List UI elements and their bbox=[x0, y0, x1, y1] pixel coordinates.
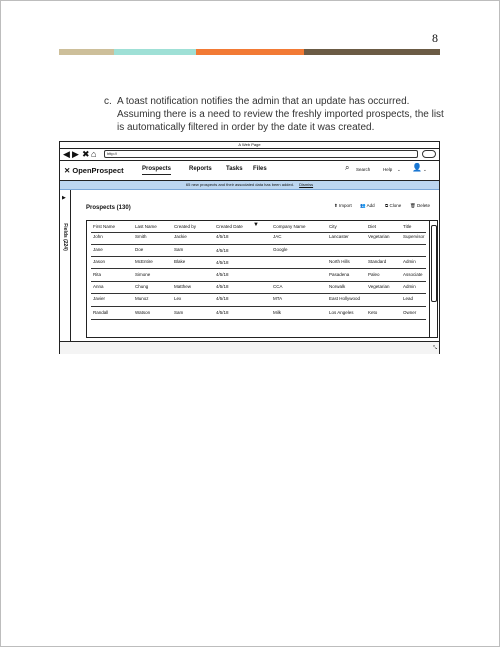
cell: 4/5/18 bbox=[216, 284, 229, 289]
color-segment-2 bbox=[114, 49, 196, 55]
help-link[interactable]: Help bbox=[383, 167, 393, 172]
app-logo: ✕ OpenProspect bbox=[64, 166, 124, 175]
search-icon[interactable]: ⌕ bbox=[345, 163, 350, 172]
cell: Admin bbox=[403, 259, 416, 264]
cell: Javier bbox=[93, 296, 106, 301]
app-header bbox=[60, 160, 439, 181]
cell: Paleo bbox=[368, 272, 380, 277]
cell: 4/5/18 bbox=[216, 296, 229, 301]
cell: Munoz bbox=[135, 296, 149, 301]
url-go-button[interactable] bbox=[422, 150, 436, 158]
cell: Matthew bbox=[174, 284, 192, 289]
row-divider bbox=[91, 306, 426, 307]
cell: MTA bbox=[273, 296, 283, 301]
row-divider bbox=[91, 319, 426, 320]
row-divider bbox=[91, 256, 426, 257]
cell: 4/5/18 bbox=[216, 260, 229, 265]
resize-icon[interactable]: ⤡ bbox=[432, 345, 437, 351]
sort-desc-icon[interactable]: ▼ bbox=[253, 222, 259, 228]
intro-paragraph bbox=[104, 95, 447, 135]
cell: 4/5/18 bbox=[216, 272, 229, 277]
home-icon[interactable]: ⌂ bbox=[91, 149, 97, 159]
cell: Watson bbox=[135, 310, 151, 315]
browser-titlebar: A Web Page bbox=[60, 142, 439, 149]
clone-button[interactable]: ⧉ Clone bbox=[385, 203, 402, 208]
cell: Chung bbox=[135, 284, 149, 289]
cell: Doe bbox=[135, 247, 144, 252]
cell: Sam bbox=[174, 310, 184, 315]
back-icon[interactable]: ◀ bbox=[63, 149, 70, 159]
color-segment-1 bbox=[59, 49, 114, 55]
cell: John bbox=[93, 234, 103, 239]
url-input[interactable]: http:// bbox=[104, 150, 418, 158]
cell: Jackie bbox=[174, 234, 187, 239]
cell: Blake bbox=[174, 259, 186, 264]
fields-label: Fields (224) bbox=[62, 223, 68, 251]
fields-sidebar[interactable] bbox=[60, 190, 71, 341]
cell: Vegetarian bbox=[368, 234, 390, 239]
intro-marker: c. bbox=[104, 96, 112, 107]
page-number: 8 bbox=[432, 31, 438, 45]
toast-banner bbox=[60, 181, 439, 190]
col-title[interactable]: Title bbox=[403, 224, 412, 229]
cell: Smith bbox=[135, 234, 147, 239]
cell: Standard bbox=[368, 259, 387, 264]
search-link[interactable]: Search bbox=[356, 167, 371, 172]
delete-button[interactable]: 🗑 Delete bbox=[410, 203, 430, 208]
col-first-name[interactable]: First Name bbox=[93, 224, 116, 229]
cell: East Hollywood bbox=[329, 296, 361, 301]
cell: Lex bbox=[174, 296, 182, 301]
col-diet[interactable]: Diet bbox=[368, 224, 377, 229]
wireframe-window bbox=[59, 141, 440, 354]
cell: Jason bbox=[93, 259, 106, 264]
cell: Lead bbox=[403, 296, 414, 301]
prospects-table bbox=[86, 220, 438, 338]
col-company-name[interactable]: Company Name bbox=[273, 224, 306, 229]
banner-dismiss-link[interactable]: Dismiss bbox=[299, 182, 314, 187]
cell: Lancaster bbox=[329, 234, 349, 239]
cell: 4/5/18 bbox=[216, 248, 229, 253]
cell: CCA bbox=[273, 284, 283, 289]
row-divider bbox=[91, 281, 426, 282]
menu-files[interactable]: Files bbox=[253, 166, 267, 172]
menu-tasks[interactable]: Tasks bbox=[226, 166, 243, 172]
cell: Google bbox=[273, 247, 288, 252]
cell: Los Angeles bbox=[329, 310, 354, 315]
col-created-by[interactable]: Created by bbox=[174, 224, 197, 229]
cell: 4/5/18 bbox=[216, 310, 229, 315]
cell: Jane bbox=[93, 247, 103, 252]
cell: North Hills bbox=[329, 259, 350, 264]
prospects-title: Prospects (130) bbox=[86, 205, 131, 211]
banner-text: 65 new prospects and their associated data has been added. bbox=[185, 182, 294, 187]
color-bar bbox=[59, 49, 440, 55]
cell: McEntire bbox=[135, 259, 153, 264]
table-scrollbar[interactable] bbox=[429, 221, 437, 337]
status-bar bbox=[60, 341, 439, 354]
cell: JAC bbox=[273, 234, 282, 239]
col-city[interactable]: City bbox=[329, 224, 337, 229]
color-segment-4 bbox=[304, 49, 440, 55]
forward-icon[interactable]: ▶ bbox=[72, 149, 79, 159]
scrollbar-thumb[interactable] bbox=[431, 225, 437, 302]
cell: Admin bbox=[403, 284, 416, 289]
cell: 4/5/18 bbox=[216, 234, 229, 239]
prospects-panel bbox=[74, 194, 434, 341]
cell: Pasadena bbox=[329, 272, 350, 277]
close-icon[interactable]: ✖ bbox=[82, 149, 90, 159]
user-icon[interactable]: 👤 bbox=[412, 163, 422, 172]
cell: Owner bbox=[403, 310, 417, 315]
cell: Supervisor bbox=[403, 234, 425, 239]
cell: Keto bbox=[368, 310, 378, 315]
color-segment-3 bbox=[196, 49, 304, 55]
cell: Norwalk bbox=[329, 284, 346, 289]
cell: Randall bbox=[93, 310, 109, 315]
col-last-name[interactable]: Last Name bbox=[135, 224, 157, 229]
row-divider bbox=[91, 293, 426, 294]
cell: Anna bbox=[93, 284, 104, 289]
import-button[interactable]: ⬆ Import bbox=[334, 203, 352, 208]
cell: Simone bbox=[135, 272, 151, 277]
cell: Rita bbox=[93, 272, 102, 277]
cell: Milk bbox=[273, 310, 281, 315]
menu-reports[interactable]: Reports bbox=[189, 166, 212, 172]
cell: Associate bbox=[403, 272, 423, 277]
intro-text: A toast notification notifies the admin that an update has occurred. Assuming there is a need to review the freshly imported prospects, the list is automatically filtered in order by the date it was created. bbox=[117, 96, 444, 134]
chevron-down-icon[interactable]: ⌄ bbox=[423, 167, 427, 172]
chevron-down-icon[interactable]: ⌄ bbox=[397, 167, 401, 172]
row-divider bbox=[91, 244, 426, 245]
cell: Vegetarian bbox=[368, 284, 390, 289]
row-divider bbox=[91, 268, 426, 269]
expand-icon[interactable]: ▶ bbox=[62, 195, 66, 201]
add-button[interactable]: 👥 Add bbox=[360, 203, 375, 208]
col-created-date[interactable]: Created Date bbox=[216, 224, 243, 229]
cell: Sam bbox=[174, 247, 184, 252]
row-divider bbox=[91, 232, 426, 233]
menu-prospects[interactable]: Prospects bbox=[142, 166, 171, 175]
